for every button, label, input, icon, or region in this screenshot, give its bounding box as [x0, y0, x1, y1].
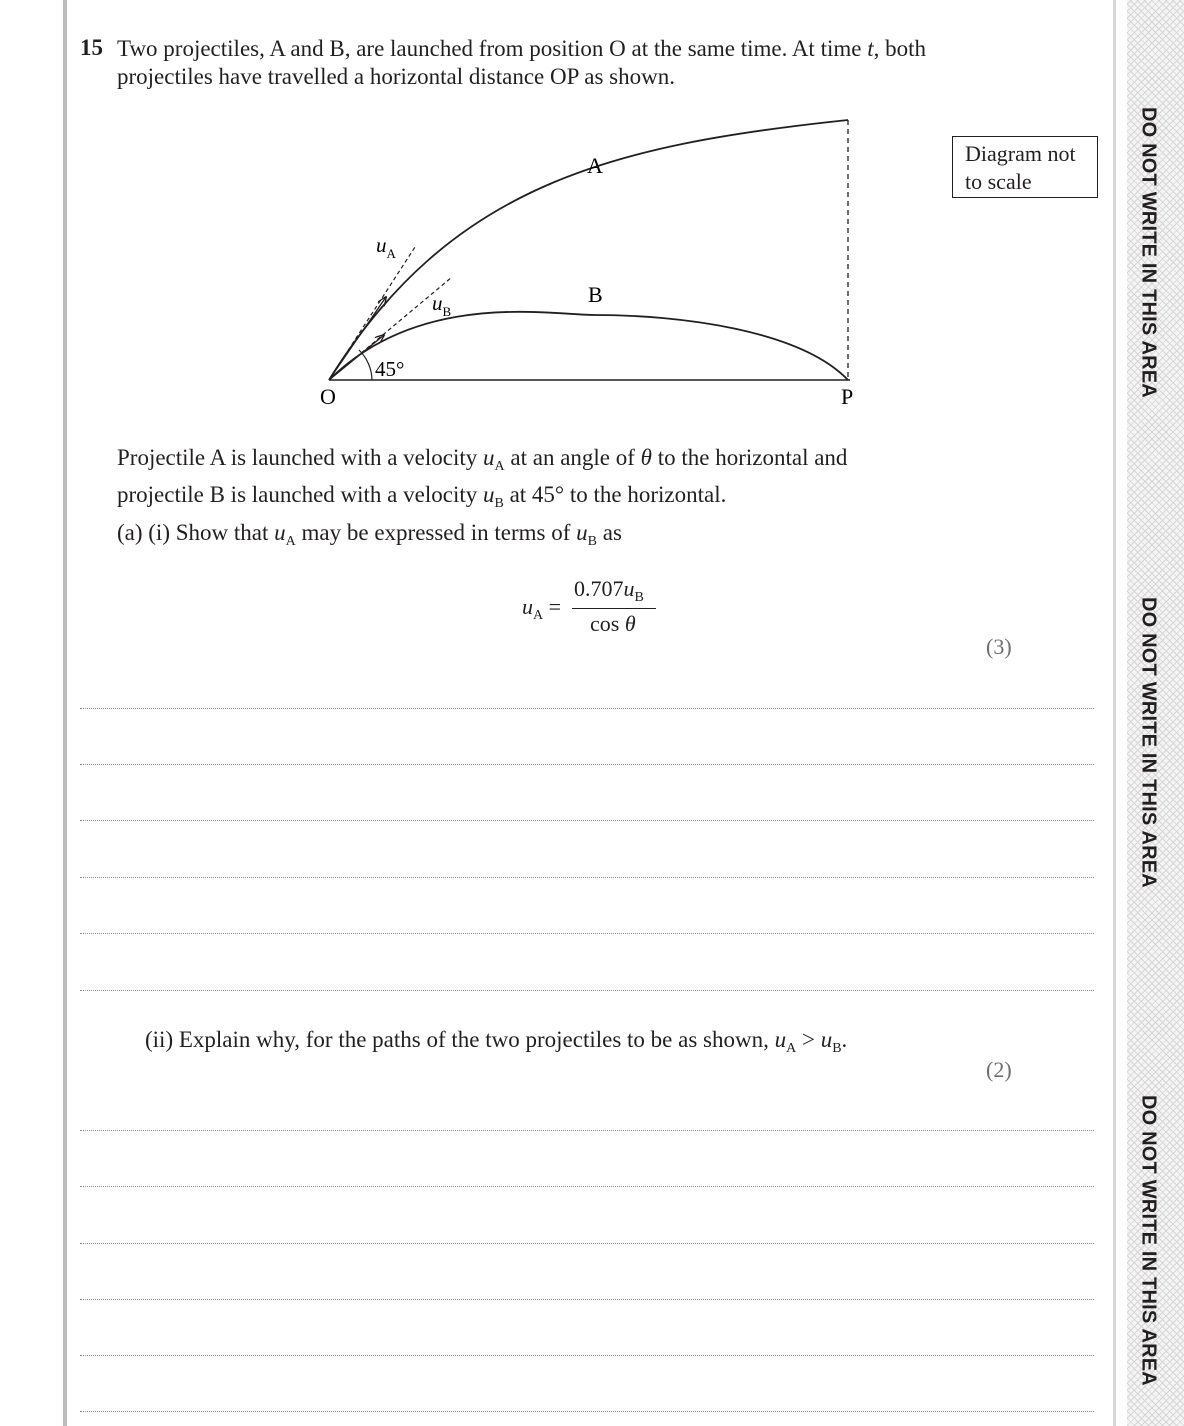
velocity-paragraph	[117, 444, 847, 518]
answer-line-10[interactable]	[80, 1299, 1094, 1300]
part-a-i-uA: u	[274, 520, 286, 545]
answer-line-5[interactable]	[80, 933, 1094, 934]
formula-den-theta: θ	[624, 611, 636, 636]
para-uB-sub: B	[494, 496, 504, 511]
formula-lhs	[522, 594, 561, 624]
part-a-i-end: as	[597, 520, 622, 545]
part-a-i-mid: may be expressed in terms of	[295, 520, 577, 545]
answer-line-7[interactable]	[80, 1130, 1094, 1131]
label-P: P	[841, 384, 854, 409]
diagram-note-line2: to scale	[965, 169, 1032, 194]
margin-warning-bottom: DO NOT WRITE IN THIS AREA	[1137, 1095, 1160, 1386]
answer-line-12[interactable]	[80, 1411, 1094, 1412]
para-text-2b: at 45° to the horizontal.	[503, 482, 727, 507]
formula-num-u: u	[623, 576, 635, 601]
formula-den-cos: cos	[590, 611, 625, 636]
label-uB: $u_B$	[432, 291, 452, 319]
marks-a-i: (3)	[986, 634, 1012, 659]
formula-equals: =	[543, 594, 562, 619]
part-a-ii-end: .	[841, 1027, 848, 1052]
formula-numerator	[574, 576, 644, 606]
formula-denominator	[590, 611, 636, 637]
intro-text-2: projectiles have travelled a horizontal distance OP as shown.	[117, 64, 675, 89]
para-uA-sub: A	[494, 459, 505, 474]
answer-line-8[interactable]	[80, 1186, 1094, 1187]
part-a-ii-uB: u	[820, 1027, 833, 1052]
margin-warning-middle: DO NOT WRITE IN THIS AREA	[1137, 597, 1160, 888]
para-theta: θ	[640, 445, 652, 470]
part-a-ii-label: (ii) Explain why, for the paths of the two projectiles to be as shown,	[145, 1027, 775, 1052]
intro-time-symbol: t	[867, 36, 874, 61]
intro-text-1b: , both	[873, 36, 926, 61]
part-a-i-uA-sub: A	[285, 534, 296, 549]
para-uA: u	[483, 445, 495, 470]
answer-line-9[interactable]	[80, 1243, 1094, 1244]
para-text-2a: projectile B is launched with a velocity	[117, 482, 483, 507]
answer-line-2[interactable]	[80, 764, 1094, 765]
part-a-ii-gt: >	[796, 1027, 821, 1052]
page-left-border	[63, 0, 67, 1426]
answer-line-6[interactable]	[80, 990, 1094, 991]
para-uB: u	[482, 482, 495, 507]
para-text-1b: at an angle of	[504, 445, 641, 470]
part-a-i-uB-sub: B	[587, 534, 598, 549]
formula-lhs-u: u	[522, 594, 533, 619]
question-number: 15	[80, 35, 103, 60]
part-a-ii-uA: u	[774, 1027, 787, 1052]
formula-num-sub: B	[634, 590, 644, 605]
trajectory-B	[329, 312, 848, 380]
para-text-1a: Projectile A is launched with a velocity	[117, 445, 484, 470]
part-a-ii-uB-sub: B	[832, 1041, 842, 1056]
answer-line-1[interactable]	[80, 708, 1094, 709]
part-a-ii-uA-sub: A	[786, 1041, 797, 1056]
label-O: O	[320, 384, 336, 409]
answer-line-4[interactable]	[80, 877, 1094, 878]
part-a-i-label: (a) (i) Show that	[117, 520, 275, 545]
angle-label: 45°	[375, 357, 405, 381]
formula-lhs-sub: A	[533, 608, 544, 623]
question-intro	[117, 35, 1017, 91]
label-A: A	[587, 153, 603, 178]
label-uA: $u_A$	[376, 233, 396, 261]
intro-text-1a: Two projectiles, A and B, are launched from position O at the same time. At time	[117, 36, 868, 61]
para-text-1c: to the horizontal and	[651, 445, 848, 470]
projectile-diagram	[300, 105, 900, 415]
margin-warning-top: DO NOT WRITE IN THIS AREA	[1137, 107, 1160, 398]
part-a-ii-prompt	[145, 1027, 847, 1057]
part-a-i-uB: u	[576, 520, 588, 545]
page-right-border	[1113, 0, 1116, 1426]
formula-fraction-bar	[572, 608, 656, 609]
diagram-note-box	[952, 136, 1098, 198]
diagram-note-line1: Diagram not	[965, 141, 1076, 166]
formula-num-value: 0.707	[574, 576, 624, 601]
answer-line-11[interactable]	[80, 1355, 1094, 1356]
answer-line-3[interactable]	[80, 820, 1094, 821]
label-B: B	[588, 282, 603, 307]
marks-a-ii: (2)	[986, 1057, 1012, 1082]
part-a-i-prompt	[117, 520, 622, 550]
